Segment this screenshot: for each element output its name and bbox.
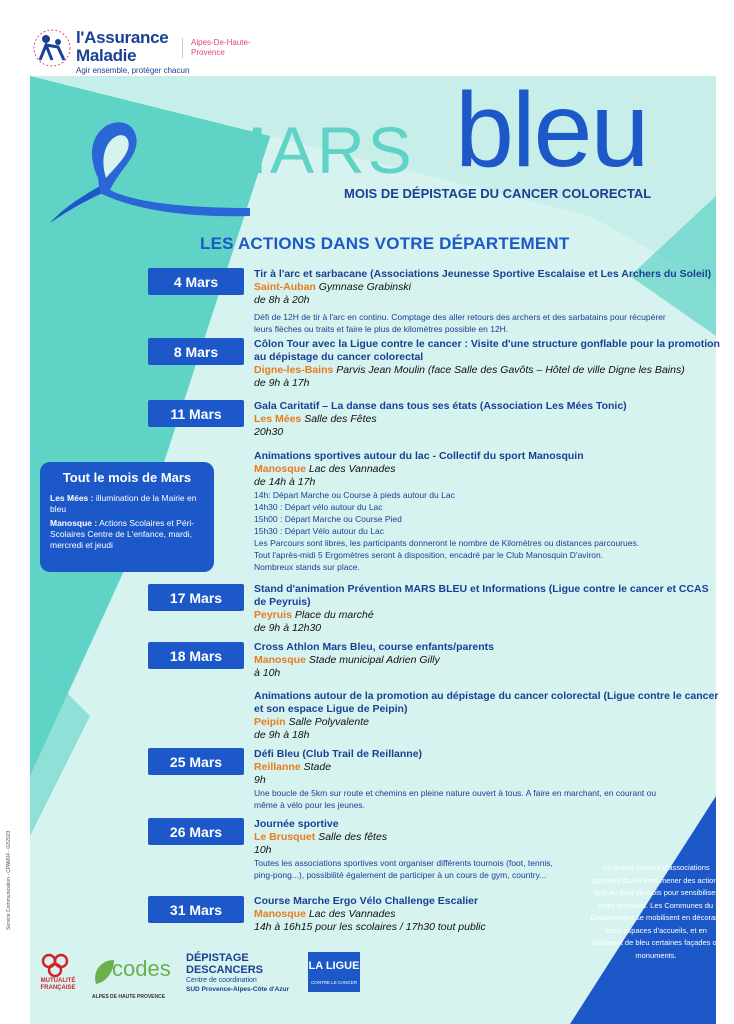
event-venue: Place du marché [294,609,374,621]
logo-tagline: Agir ensemble, protéger chacun [76,66,190,75]
codes-text: codes [112,956,171,981]
date-badge: 18 Mars [148,642,244,669]
date-badge: 8 Mars [148,338,244,365]
event-time: de 8h à 20h [254,294,310,306]
event-venue: Lac des Vannades [308,463,396,475]
depistage-line1: DÉPISTAGE [186,952,249,964]
month-box-title: Tout le mois de Mars [62,470,192,485]
mutualite-logo [30,952,86,1008]
event-detail: leurs flèches ou traits et faire le plus de kilomètres possible en 12H. [254,324,509,334]
side-credit: Service Communication - CPAM04 - 02/2023 [6,830,12,930]
event-time: 9h [254,774,266,786]
event-detail: Défi de 12H de tir à l'arc en continu. Comptage des aller retours des archers et des sarbatains pour récupérer [254,312,666,322]
month-item-text: illumination de la Mairie en bleu [50,493,197,514]
date-badge: 11 Mars [148,400,244,427]
event-venue: Stade municipal Adrien Gilly [308,654,440,666]
event-time: de 9h à 18h [254,729,310,741]
event-title: Journée sportive [254,818,339,830]
event-title: Côlon Tour avec la Ligue contre le cancer : Visite d'une structure gonflable pour la promotion au dépistage du cancer colorectal [254,338,720,363]
event-detail: 14h30 : Départ vélo autour du Lac [254,502,383,512]
date-badge: 4 Mars [148,268,244,295]
event-item [254,748,720,811]
event-title: Gala Caritatif – La danse dans tous ses états (Association Les Mées Tonic) [254,400,627,412]
event-place: Manosque [254,463,306,475]
title-mars: MARS [212,113,415,187]
event-time: 14h à 16h15 pour les scolaires / 17h30 tout public [254,921,486,933]
region-label: Alpes-De-Haute- Provence [182,38,254,58]
event-title: Cross Athlon Mars Bleu, course enfants/parents [254,641,494,653]
event-venue: Salle des fêtes [318,831,388,843]
date-badge: 31 Mars [148,896,244,923]
event-title: Tir à l'arc et sarbacane (Associations Jeunesse Sportive Escalaise et Les Archers du Soleil) [254,268,712,280]
event-item [254,400,720,439]
event-title: Défi Bleu (Club Trail de Reillanne) [254,748,423,760]
logo-line1: l'Assurance [76,28,169,47]
event-item [254,641,720,680]
depistage-line2: DESCANCERS [186,964,264,976]
event-time: à 10h [254,667,281,679]
event-title: Stand d'animation Prévention MARS BLEU et Informations (Ligue contre le cancer et CCAS de Peyruis) [254,583,709,608]
ligue-text: LA LIGUE [308,960,360,972]
event-detail: ping-pong...), possibilité également de participer à un cours de gym, country... [254,870,547,880]
event-item [254,895,584,934]
month-item-text: Actions Scolaires et Péri-Scolaires Centre de L'enfance, mardi, mercredi et jeudi [50,518,195,550]
event-place: Le Brusquet [254,831,316,843]
event-item [254,583,720,635]
event-detail: Les Parcours sont libres, les participants donneront le nombre de Kilomètres ou distances parcourues. [254,538,640,548]
event-detail: Tout l'après-midi 5 Ergomètres seront à disposition, encadré par le Club Manosquin D'aviron. [254,550,604,560]
event-time: de 9h à 17h [254,377,310,389]
event-time: de 9h à 12h30 [254,622,322,634]
event-detail: Une boucle de 5km sur route et chemins en pleine nature ouvert à tous. A faire en marchant, en courant ou [254,788,657,798]
event-place: Digne-les-Bains [254,364,334,376]
month-item-label: Les Mées : [50,493,94,503]
event-detail: Nombreux stands sur place. [254,562,360,572]
depistage-line4: SUD Provence-Alpes-Côte d'Azur [186,986,290,993]
info-note: Un grand nombre d'associations sportives du 04 vont mener des actions tout au long du mois pour sensibiliser leurs licenciés. Les Communes du Département se mobilisent en décorant leurs espaces d'accueils, et en illuminant de bleu certaines façades ou monuments. [590,863,722,960]
mutualite-icon [40,952,76,978]
depistage-logo [186,952,306,1008]
event-place: Les Mées [254,413,302,425]
event-venue: Salle des Fêtes [304,413,377,425]
codes-subtext: ALPES DE HAUTE PROVENCE [92,994,166,1000]
subtitle: MOIS DE DÉPISTAGE DU CANCER COLORECTAL [344,186,652,201]
family-logo-icon [30,26,74,70]
event-place: Manosque [254,654,306,666]
depistage-line3: Centre de coordination [186,977,257,984]
event-detail: 15h30 : Départ Vélo autour du Lac [254,526,384,536]
mutualite-text: MUTUALITÉ FRANÇAISE [40,978,76,991]
event-place: Reillanne [254,761,301,773]
month-info-box [40,462,214,572]
logo-line2: Maladie [76,46,137,65]
event-detail: même à vélo pour les jeunes. [254,800,366,810]
event-venue: Salle Polyvalente [288,716,369,728]
month-item-label: Manosque : [50,518,98,528]
event-venue: Lac des Vannades [308,908,396,920]
date-badge: 17 Mars [148,584,244,611]
event-place: Manosque [254,908,306,920]
event-item [254,338,720,390]
ligue-subtext: CONTRE LE CANCER [310,980,357,985]
event-detail: Toutes les associations sportives vont organiser différents tournois (foot, tennis, [254,858,553,868]
event-venue: Stade [303,761,332,773]
event-item [254,818,594,881]
section-heading: LES ACTIONS DANS VOTRE DÉPARTEMENT [200,234,570,253]
event-place: Peyruis [254,609,292,621]
event-time: de 14h à 17h [254,476,316,488]
event-venue: Gymnase Grabinski [318,281,411,293]
event-place: Peipin [254,716,286,728]
date-badge: 25 Mars [148,748,244,775]
event-item [254,690,720,742]
date-badge: 26 Mars [148,818,244,845]
ligue-logo [308,952,360,992]
event-place: Saint-Auban [254,281,316,293]
event-venue: Parvis Jean Moulin (face Salle des Gavôts – Hôtel de ville Digne les Bains) [336,364,685,376]
event-time: 10h [254,844,272,856]
event-title: Animations autour de la promotion au dépistage du cancer colorectal (Ligue contre le cancer et son espace Ligue de Peipin) [254,690,719,715]
event-time: 20h30 [254,426,284,438]
event-detail: 15h00 : Départ Marche ou Course Pied [254,514,402,524]
event-detail: 14h: Départ Marche ou Course à pieds autour du Lac [254,490,455,500]
event-item [254,268,720,335]
assurance-maladie-logo [30,26,190,78]
event-title: Course Marche Ergo Vélo Challenge Escalier [254,895,479,907]
codes-logo [92,952,174,1008]
title-bleu: bleu [455,71,648,189]
event-title: Animations sportives autour du lac - Collectif du sport Manosquin [254,450,584,462]
event-item [254,450,720,573]
